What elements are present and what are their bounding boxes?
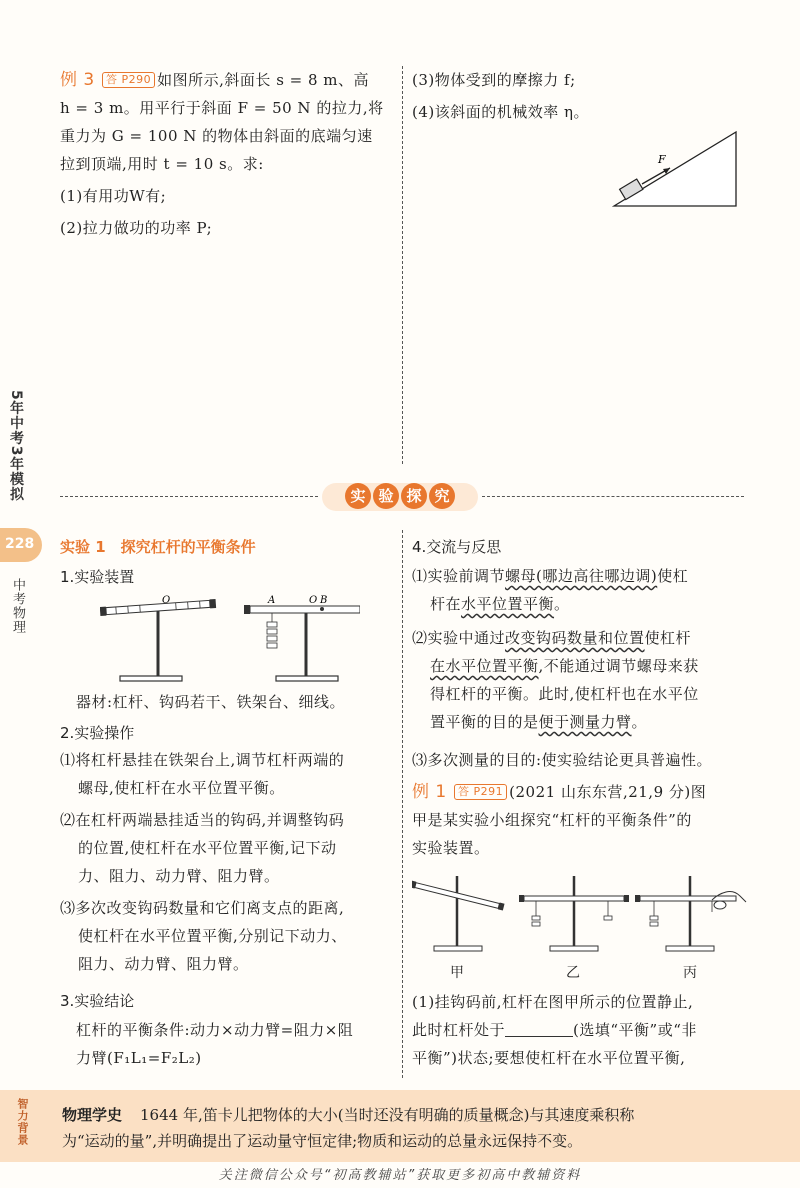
example-1-figure bbox=[412, 872, 747, 956]
background-box-label: 智力背景 bbox=[16, 1098, 29, 1146]
example-3 bbox=[60, 66, 395, 242]
op-1: ⑴将杠杆悬挂在铁架台上,调节杠杆两端的 螺母,使杠杆在水平位置平衡。 bbox=[60, 751, 345, 797]
apparatus-figure bbox=[100, 592, 360, 686]
conclusion: 杠杆的平衡条件:动力×动力臂=阻力×阻 力臂(F₁L₁=F₂L₂) bbox=[76, 1021, 354, 1067]
example-3-line-4: 拉到顶端,用时 t = 10 s。求: bbox=[60, 155, 264, 173]
force-label: F bbox=[658, 153, 666, 166]
section-apparatus: 1.实验装置 bbox=[60, 568, 135, 586]
banner-title bbox=[322, 483, 478, 511]
pivot-label-o2: O bbox=[309, 595, 318, 606]
operation-list bbox=[60, 746, 395, 978]
banner-char: 验 bbox=[373, 483, 399, 509]
section-reflection: 4.交流与反思 bbox=[412, 538, 502, 556]
example-1-q1: (1)挂钩码前,杠杆在图甲所示的位置静止, 此时杠杆处于 (选填“平衡”或“非 平衡”)状态;要想使杠杆在水平位置平衡, bbox=[412, 993, 697, 1067]
pivot-label-o: O bbox=[162, 595, 171, 606]
figure-caption-yi: 乙 bbox=[566, 965, 580, 981]
bottom-note: 关注微信公众号“初高教辅站”获取更多初高中教辅资料 bbox=[218, 1168, 582, 1183]
reflection-1: ⑴实验前调节螺母(哪边高往哪边调)使杠 杆在水平位置平衡。 bbox=[412, 567, 689, 613]
section-operation: 2.实验操作 bbox=[60, 724, 135, 742]
banner-char: 探 bbox=[401, 483, 427, 509]
experiment-title: 实验 1 探究杠杆的平衡条件 bbox=[60, 538, 256, 556]
point-label-b: B bbox=[320, 595, 328, 606]
answer-blank[interactable] bbox=[505, 1020, 573, 1037]
answer-badge: 答 P290 bbox=[102, 72, 155, 88]
answer-badge-2: 答 P291 bbox=[454, 784, 507, 800]
figure-caption-bing: 丙 bbox=[683, 965, 697, 981]
bottom-column-divider bbox=[402, 530, 403, 1078]
example-3-q4: (4)该斜面的机械效率 η。 bbox=[412, 103, 590, 121]
book-title-vertical: 5年中考3年模拟 bbox=[8, 390, 24, 502]
materials: 器材:杠杆、钩码若干、铁架台、细线。 bbox=[76, 693, 346, 711]
example-3-q1: (1)有用功W有; bbox=[60, 187, 167, 205]
page-number: 228 bbox=[5, 536, 35, 552]
banner-line-left bbox=[60, 496, 318, 497]
example-3-line-3: 重力为 G = 100 N 的物体由斜面的底端匀速 bbox=[60, 127, 373, 145]
op-3: ⑶多次改变钩码数量和它们离支点的距离, 使杠杆在水平位置平衡,分别记下动力、 阻力、动力臂、阻力臂。 bbox=[60, 899, 347, 973]
banner-char: 究 bbox=[429, 483, 455, 509]
example-label: 例 3 bbox=[60, 70, 95, 90]
example-3-q3: (3)物体受到的摩擦力 f; bbox=[412, 71, 576, 89]
example-3-line-1: 例 3 答 P290 如图所示,斜面长 s = 8 m、高 bbox=[60, 70, 370, 90]
point-label-a: A bbox=[268, 595, 276, 606]
reflection-3: ⑶多次测量的目的:使实验结论更具普遍性。 bbox=[412, 751, 713, 769]
banner-line-right bbox=[482, 496, 744, 497]
example-1: 例 1 答 P291 (2021 山东东营,21,9 分)图 甲是某实验小组探究“杠杆的平衡条件”的 实验装置。 bbox=[412, 782, 707, 857]
section-conclusion: 3.实验结论 bbox=[60, 992, 135, 1010]
op-2: ⑵在杠杆两端悬挂适当的钩码,并调整钩码 的位置,使杠杆在水平位置平衡,记下动 力、阻力、动力臂、阻力臂。 bbox=[60, 811, 345, 885]
banner-char: 实 bbox=[345, 483, 371, 509]
figure-caption-jia: 甲 bbox=[450, 965, 464, 981]
incline-figure bbox=[612, 128, 747, 210]
reflection-2: ⑵实验中通过改变钩码数量和位置使杠杆 在水平位置平衡,不能通过调节螺母来获 得杠杆的平衡。此时,使杠杆也在水平位 置平衡的目的是便于测量力臂。 bbox=[412, 629, 699, 731]
example-3-right bbox=[412, 66, 742, 126]
example-1-label: 例 1 bbox=[412, 782, 447, 802]
subject-vertical: 中考物理 bbox=[10, 578, 25, 634]
example-3-line-2: h = 3 m。用平行于斜面 F = 50 N 的拉力,将 bbox=[60, 99, 384, 117]
background-box-title: 物理学史 bbox=[62, 1106, 123, 1124]
background-box-text: 物理学史 1644 年,笛卡儿把物体的大小(当时还没有明确的质量概念)与其速度乘积称 为“运动的量”,并明确提出了运动量守恒定律;物质和运动的总量永远保持不变。 bbox=[62, 1106, 635, 1150]
example-3-q2: (2)拉力做功的功率 P; bbox=[60, 219, 213, 237]
top-column-divider bbox=[402, 66, 403, 464]
